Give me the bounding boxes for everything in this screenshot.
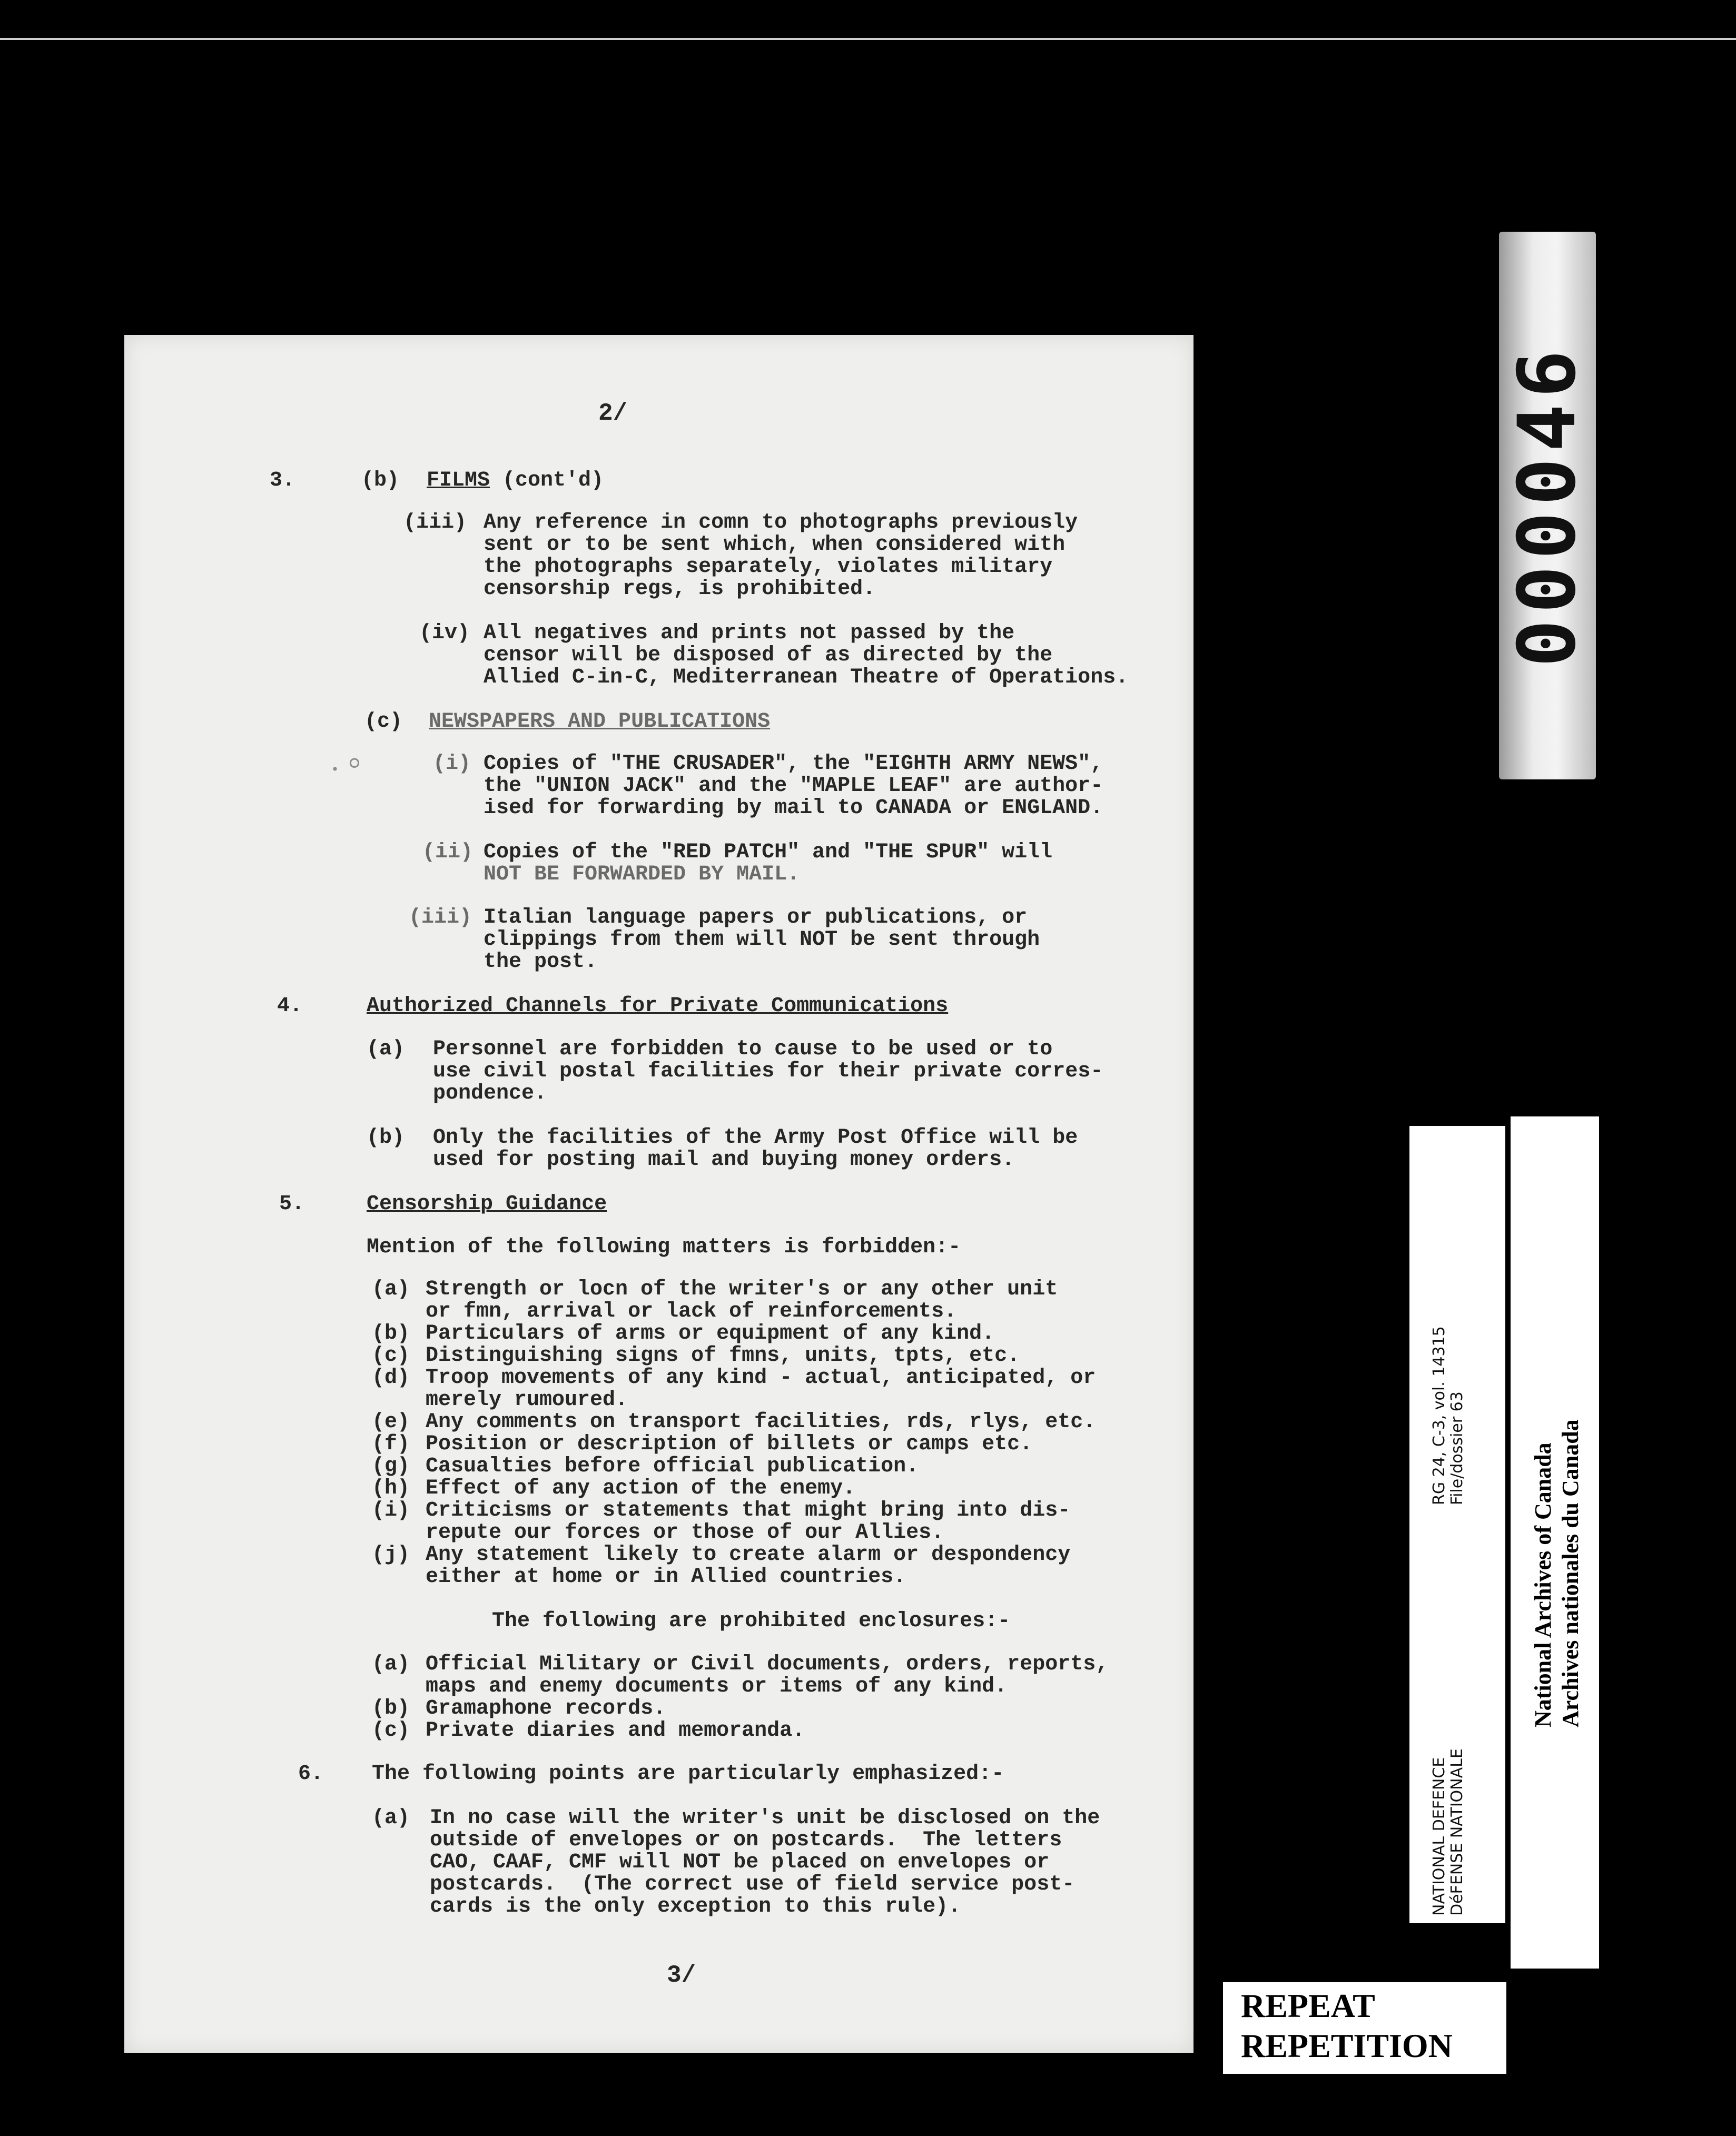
item-iv-line-3: Allied C-in-C, Mediterranean Theatre of Operations.	[484, 666, 1129, 689]
section-4a-marker: (a)	[367, 1037, 405, 1061]
item-iii-line-3: the photographs separately, violates military	[484, 555, 1053, 579]
reference-file: File/dossier 63	[1448, 1391, 1466, 1505]
list-marker: (i)	[372, 1499, 410, 1522]
item-c-iii-marker: (iii)	[409, 906, 472, 929]
list-item: Official Military or Civil documents, orders, reports,	[426, 1653, 1109, 1676]
list-marker: (d)	[372, 1366, 410, 1390]
list-item: Any statement likely to create alarm or despondency	[426, 1543, 1071, 1567]
section-6-number: 6.	[298, 1762, 324, 1786]
section-6a-line-1: In no case will the writer's unit be disclosed on the	[430, 1806, 1100, 1830]
section-4-number: 4.	[277, 994, 303, 1018]
list-item: repute our forces or those of our Allies.	[426, 1521, 944, 1545]
list-item: or fmn, arrival or lack of reinforcements.	[426, 1300, 957, 1323]
section-4a-line-1: Personnel are forbidden to cause to be used or to	[433, 1037, 1053, 1061]
item-c-i-marker: (i)	[433, 752, 471, 776]
list-item: Strength or locn of the writer's or any other unit	[426, 1278, 1058, 1301]
section-4-title: Authorized Channels for Private Communications	[367, 994, 949, 1018]
repeat-fr: REPETITION	[1241, 2027, 1453, 2064]
next-page-number: 3/	[667, 1962, 696, 1989]
item-iv-line-1: All negatives and prints not passed by the	[484, 621, 1015, 645]
item-c-iii-line-3: the post.	[484, 950, 598, 974]
film-edge-line	[0, 38, 1736, 40]
list-item: merely rumoured.	[426, 1388, 628, 1412]
department-en: NATIONAL DEFENCE	[1430, 1757, 1448, 1916]
section-6a-line-4: postcards. (The correct use of field service post-	[430, 1873, 1075, 1896]
item-c-i-line-3: ised for forwarding by mail to CANADA or ENGLAND.	[484, 796, 1103, 820]
list-marker: (j)	[372, 1543, 410, 1567]
section-6-intro: The following points are particularly emphasized:-	[372, 1762, 1004, 1786]
list-item: Casualties before official publication.	[426, 1455, 919, 1478]
section-3c-marker: (c)	[364, 710, 403, 734]
section-3b-marker: (b)	[361, 469, 400, 492]
item-iii-line-4: censorship regs, is prohibited.	[484, 577, 876, 601]
item-c-ii-line-2: NOT BE FORWARDED BY MAIL.	[484, 863, 800, 886]
list-item: Position or description of billets or camps etc.	[426, 1432, 1033, 1456]
item-c-i-line-1: Copies of "THE CRUSADER", the "EIGHTH ARMY NEWS",	[484, 752, 1103, 776]
repeat-en: REPEAT	[1241, 1987, 1375, 2024]
list-item: Private diaries and memoranda.	[426, 1719, 805, 1743]
item-iv-marker: (iv)	[419, 621, 470, 645]
list-item: Distinguishing signs of fmns, units, tpts, etc.	[426, 1344, 1020, 1368]
item-c-iii-line-1: Italian language papers or publications, or	[484, 906, 1028, 929]
list-marker: (e)	[372, 1410, 410, 1434]
document-page	[124, 335, 1194, 2053]
item-iv-line-2: censor will be disposed of as directed by the	[484, 644, 1053, 667]
films-contd: (cont'd)	[490, 469, 604, 492]
list-marker: (f)	[372, 1432, 410, 1456]
frame-number-stamp	[1499, 232, 1596, 779]
page-number: 2/	[598, 400, 628, 427]
section-3b-heading	[427, 470, 604, 492]
item-c-ii-marker: (ii)	[422, 840, 474, 864]
list-marker: (a)	[372, 1653, 410, 1676]
section-4b-line-2: used for posting mail and buying money orders.	[433, 1148, 1015, 1172]
item-c-ii-line-1: Copies of the "RED PATCH" and "THE SPUR" will	[484, 840, 1053, 864]
films-title: FILMS	[427, 469, 490, 492]
section-3-number: 3.	[270, 469, 295, 492]
section-5-title: Censorship Guidance	[367, 1192, 607, 1216]
section-5-intro: Mention of the following matters is forbidden:-	[367, 1235, 961, 1259]
list-marker: (g)	[372, 1455, 410, 1478]
section-6a-line-2: outside of envelopes or on postcards. The letters	[430, 1828, 1062, 1852]
item-iii-marker: (iii)	[403, 511, 467, 535]
reference-volume: RG 24, C-3, vol. 14315	[1430, 1326, 1448, 1505]
list-marker: (h)	[372, 1477, 410, 1500]
section-6a-line-5: cards is the only exception to this rule).	[430, 1895, 961, 1919]
list-marker: (c)	[372, 1719, 410, 1743]
section-4a-line-2: use civil postal facilities for their private corres-	[433, 1060, 1103, 1083]
section-6a-line-3: CAO, CAAF, CMF will NOT be placed on envelopes or	[430, 1851, 1050, 1874]
section-4b-marker: (b)	[367, 1126, 405, 1150]
page-mark: · °	[330, 751, 361, 786]
list-item: either at home or in Allied countries.	[426, 1565, 906, 1589]
list-item: Criticisms or statements that might bring into dis-	[426, 1499, 1071, 1522]
department-block	[1431, 1748, 1466, 1916]
list-marker: (b)	[372, 1322, 410, 1346]
item-iii-line-1: Any reference in comn to photographs previously	[484, 511, 1078, 535]
repeat-notice	[1223, 1982, 1506, 2074]
section-6a-marker: (a)	[372, 1806, 410, 1830]
list-item: Effect of any action of the enemy.	[426, 1477, 856, 1500]
archive-reference-label	[1409, 1126, 1505, 1923]
institution-block	[1530, 1419, 1584, 1727]
list-marker: (c)	[372, 1344, 410, 1368]
enclosures-heading: The following are prohibited enclosures:-	[492, 1609, 1011, 1633]
list-item: Particulars of arms or equipment of any kind.	[426, 1322, 995, 1346]
item-iii-line-2: sent or to be sent which, when considered with	[484, 533, 1066, 557]
item-c-iii-line-2: clippings from them will NOT be sent through	[484, 928, 1040, 952]
section-4b-line-1: Only the facilities of the Army Post Office will be	[433, 1126, 1078, 1150]
institution-label	[1511, 1116, 1599, 1969]
newspapers-title: NEWSPAPERS AND PUBLICATIONS	[429, 710, 771, 734]
institution-en: National Archives of Canada	[1530, 1442, 1556, 1727]
list-item: Any comments on transport facilities, rds, rlys, etc.	[426, 1410, 1096, 1434]
list-item: Troop movements of any kind - actual, anticipated, or	[426, 1366, 1096, 1390]
section-4a-line-3: pondence.	[433, 1082, 547, 1105]
list-item: Gramaphone records.	[426, 1697, 666, 1720]
list-marker: (b)	[372, 1697, 410, 1720]
reference-block	[1431, 1326, 1466, 1505]
frame-number: 000046	[1502, 344, 1593, 667]
list-marker: (a)	[372, 1278, 410, 1301]
list-item: maps and enemy documents or items of any kind.	[426, 1675, 1008, 1698]
department-fr: DéFENSE NATIONALE	[1448, 1748, 1466, 1916]
item-c-i-line-2: the "UNION JACK" and the "MAPLE LEAF" are author-	[484, 774, 1103, 798]
institution-fr: Archives nationales du Canada	[1557, 1419, 1583, 1727]
section-5-number: 5.	[279, 1192, 305, 1216]
